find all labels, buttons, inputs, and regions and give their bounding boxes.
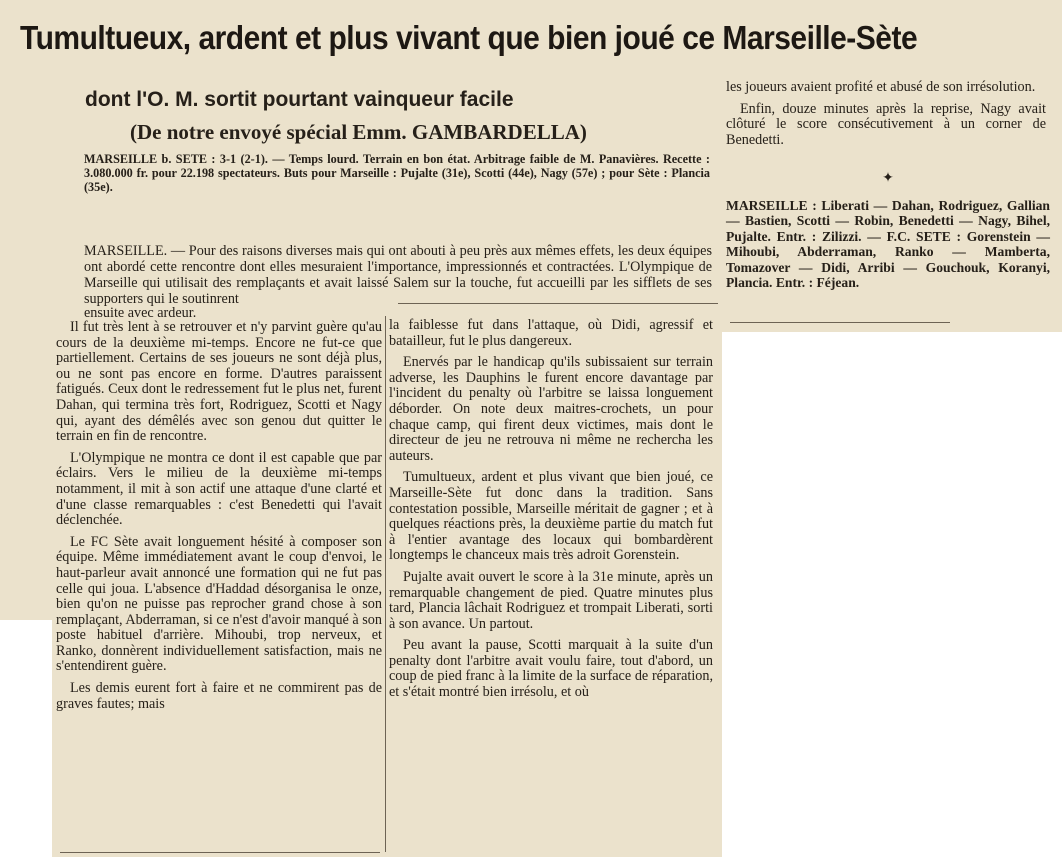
paragraph: la faiblesse fut dans l'attaque, où Didi, agressif et batailleur, fut le plus dangereux. bbox=[389, 317, 713, 349]
column-divider bbox=[385, 316, 386, 852]
paragraph: Les demis eurent fort à faire et ne commirent pas de graves fautes; mais bbox=[56, 680, 382, 712]
paragraph: Peu avant la pause, Scotti marquait à la suite d'un penalty dont l'arbitre avait voulu faire, tout d'abord, un coup de pied franc à la limite de la surface de réparation, et s'était montré bien irrésolu, et où bbox=[389, 637, 713, 701]
byline: (De notre envoyé spécial Emm. GAMBARDELLA) bbox=[130, 120, 587, 144]
page-margin bbox=[0, 620, 52, 857]
team-lineups: MARSEILLE : Liberati — Dahan, Rodriguez, Gallian — Bastien, Scotti — Robin, Benedetti — Nagy, Bihel, Pujalte. Entr. : Zilizzi. — F.C. SETE : Gorenstein — Mihoubi, Abderraman, Ranko — Mamberta, Tomazover — Didi, Arribi — Gouchouk, Koranyi, Plancia. Entr. : Féjean. bbox=[726, 198, 1050, 291]
paragraph: L'Olympique ne montra ce dont il est capable que par éclairs. Vers le milieu de la deuxième mi-temps notamment, il mit à son actif une attaque d'une clarté et d'une classe remarquables : c'est Benedetti qui l'avait déclenchée. bbox=[56, 449, 382, 529]
paragraph: Le FC Sète avait longuement hésité à composer son équipe. Même immédiatement avant le coup d'envoi, le haut-parleur avait annoncé une formation qui ne fut pas celle qui joua. L'absence d'Haddad désorganisa le onze, bien qu'on ne puisse pas reprocher grand chose à son remplaçant, Abderraman, si ce n'est d'avoir manqué à son poste habituel d'arrière. Mihoubi, trop nerveux, et Ranko, donnèrent individuellement satisfaction, mais ne s'entendirent guère. bbox=[56, 533, 382, 675]
lead-paragraph-end: ensuite avec ardeur. bbox=[84, 305, 197, 321]
separator-star-icon: ✦ bbox=[882, 170, 894, 186]
article-column-1 bbox=[56, 320, 382, 712]
subheadline: dont l'O. M. sortit pourtant vainqueur facile bbox=[85, 88, 514, 111]
paragraph: Enfin, douze minutes après la reprise, Nagy avait clôturé le score consécutivement à un corner de Benedetti. bbox=[726, 100, 1046, 148]
article-column-2 bbox=[389, 318, 713, 701]
end-rule bbox=[730, 322, 950, 323]
headline: Tumultueux, ardent et plus vivant que bien joué ce Marseille-Sète bbox=[20, 19, 918, 57]
paragraph: Enervés par le handicap qu'ils subissaient sur terrain adverse, les Dauphins le furent encore davantage par l'incident du penalty où l'arbitre se laissa longuement déborder. On note deux maitres-crochets, un pour chaque camp, qui firent deux victimes, mais dont le directeur de jeu ne retrouva ni même ne rechercha les auteurs. bbox=[389, 354, 713, 464]
column-rule bbox=[398, 303, 718, 304]
paragraph: les joueurs avaient profité et abusé de son irrésolution. bbox=[726, 79, 1036, 95]
lead-paragraph: MARSEILLE. — Pour des raisons diverses mais qui ont abouti à peu près aux mêmes effets, les deux équipes ont abordé cette rencontre dont elles mesuraient l'importance, impressionnés et contractées. L'Olympique de Marseille qui utilisait des remplaçants et avait laissé Salem sur la touche, fut accueilli par les sifflets de ses supporters qui le soutinrent bbox=[84, 243, 712, 307]
paragraph: Tumultueux, ardent et plus vivant que bien joué, ce Marseille-Sète fut donc dans la tradition. Sans contestation possible, Marseille méritait de gagner ; et à quelques réactions près, la deuxième partie du match fut à l'entier avantage des locaux qui bombardèrent longtemps le chanceux mais très adroit Gorenstein. bbox=[389, 469, 713, 564]
paragraph: Pujalte avait ouvert le score à la 31e minute, après un remarquable changement de pied. Quatre minutes plus tard, Plancia lâchait Rodriguez et trompait Liberati, sorti à son avance. Un partout. bbox=[389, 568, 713, 632]
paragraph: Il fut très lent à se retrouver et n'y parvint guère qu'au cours de la deuxième mi-temps. Encore ne fut-ce que partiellement. Certains de ses joueurs ne sont déjà plus, ou ne sont pas encore en forme. D'autres paraissent fatigués. Ceux dont le redressement fut le plus net, furent Dahan, qui termina très fort, Rodriguez, Scotti et Nagy qui, ayant des démêlés avec son genou dut quitter le terrain en fin de rencontre. bbox=[56, 319, 382, 445]
match-summary: MARSEILLE b. SETE : 3-1 (2-1). — Temps lourd. Terrain en bon état. Arbitrage faible de M. Panavières. Recette : 3.080.000 fr. pour 22.198 spectateurs. Buts pour Marseille : Pujalte (31e), Scotti (44e), Nagy (57e) ; pour Sète : Plancia (35e). bbox=[84, 152, 710, 194]
article-column-3 bbox=[726, 80, 1046, 148]
bottom-rule bbox=[60, 852, 380, 853]
